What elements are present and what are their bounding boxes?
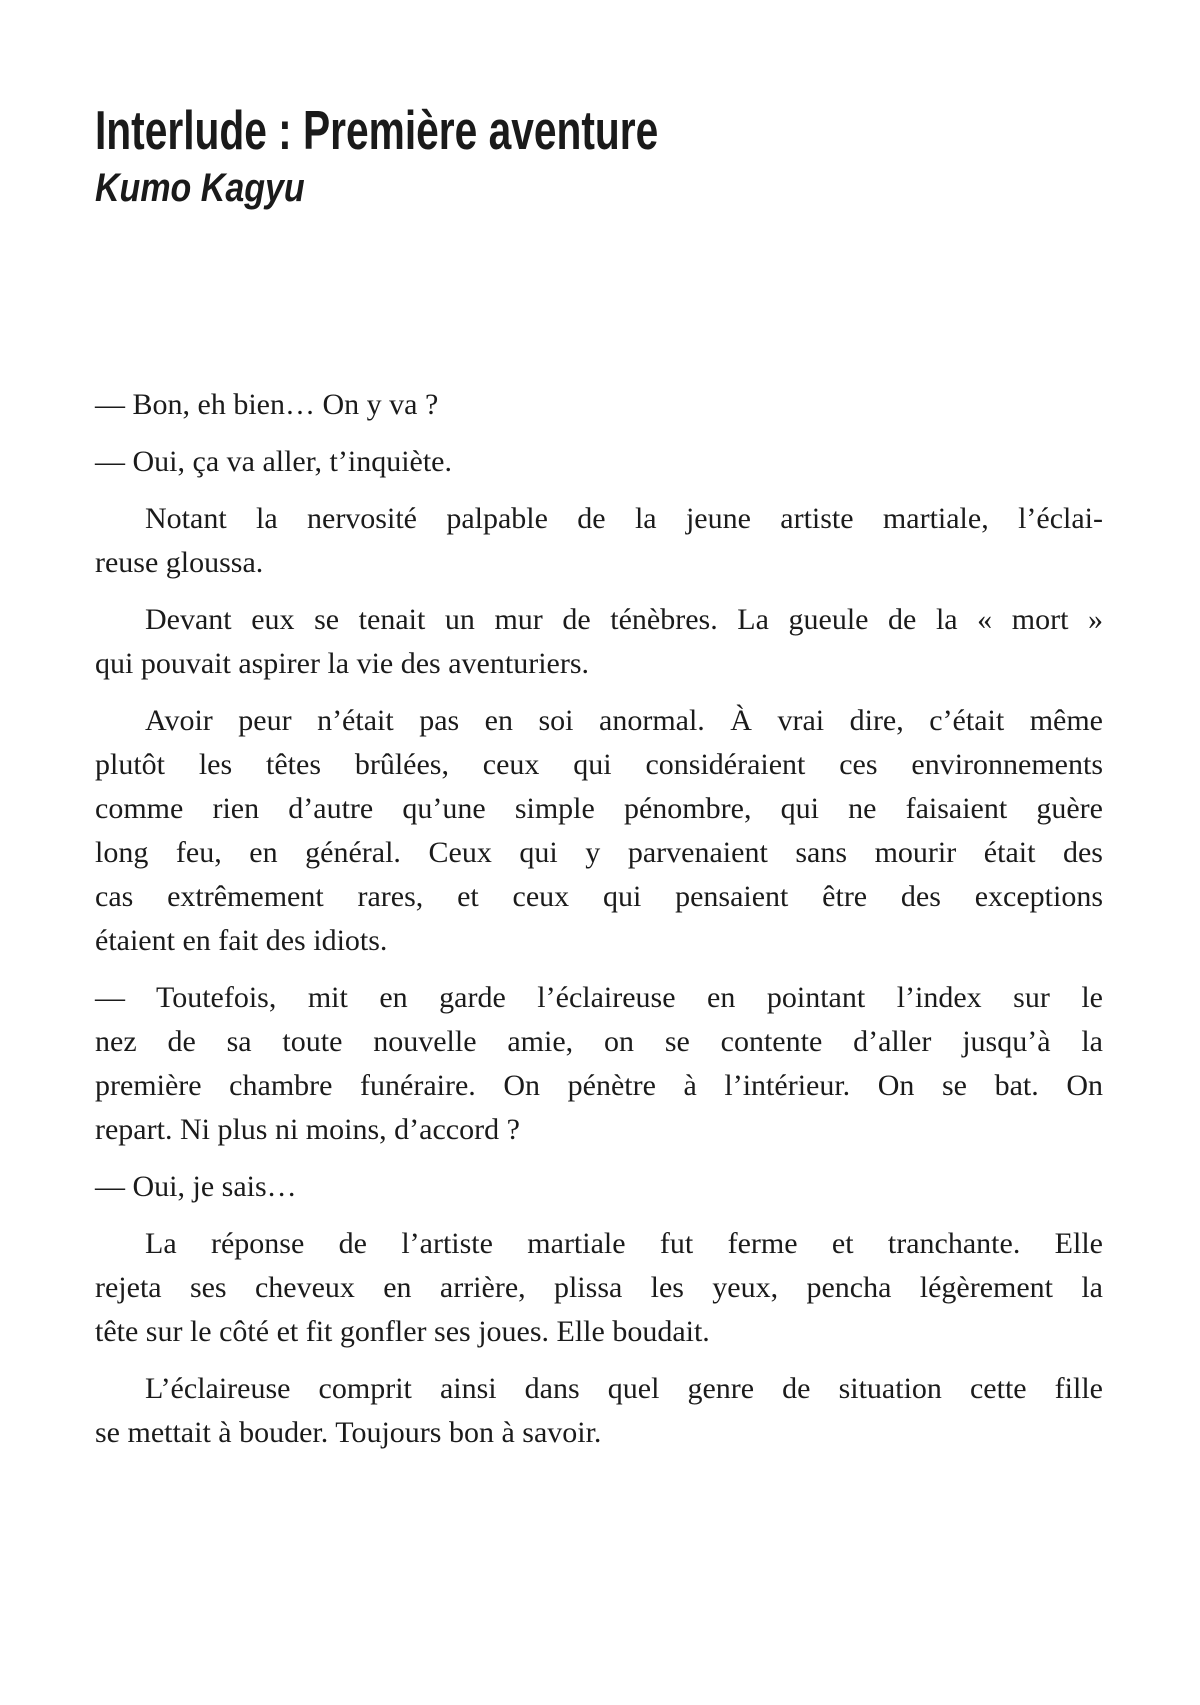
text-line: La réponse de l’artiste martiale fut ferme et tranchante. Elle (145, 1227, 1103, 1260)
paragraph (95, 440, 1103, 484)
paragraph (95, 1222, 1103, 1354)
paragraph (95, 699, 1103, 963)
text-line: qui pouvait aspirer la vie des aventuriers. (95, 647, 590, 680)
text-line: Devant eux se tenait un mur de ténèbres. La gueule de la « mort » (145, 603, 1103, 636)
paragraph (95, 1367, 1103, 1455)
text-line: Notant la nervosité palpable de la jeune artiste martiale, l’éclai- (145, 502, 1103, 535)
text-line: plutôt les têtes brûlées, ceux qui considéraient ces environnements (95, 748, 1103, 781)
text-line: rejeta ses cheveux en arrière, plissa les yeux, pencha légèrement la (95, 1271, 1103, 1304)
paragraph (95, 383, 1103, 427)
text-line: se mettait à bouder. Toujours bon à savoir. (95, 1416, 602, 1449)
paragraph (95, 1165, 1103, 1209)
text-line: repart. Ni plus ni moins, d’accord ? (95, 1113, 520, 1146)
text-line: — Toutefois, mit en garde l’éclaireuse en pointant l’index sur le (95, 981, 1103, 1014)
paragraph (95, 598, 1103, 686)
text-line: cas extrêmement rares, et ceux qui pensaient être des exceptions (95, 880, 1103, 913)
text-line: Avoir peur n’était pas en soi anormal. À vrai dire, c’était même (145, 704, 1103, 737)
text-line: — Oui, je sais… (95, 1170, 297, 1203)
text-line: L’éclaireuse comprit ainsi dans quel genre de situation cette fille (145, 1372, 1103, 1405)
text-line: nez de sa toute nouvelle amie, on se contente d’aller jusqu’à la (95, 1025, 1103, 1058)
page-body (95, 383, 1103, 1455)
text-line: tête sur le côté et fit gonfler ses joues. Elle boudait. (95, 1315, 710, 1348)
paragraph (95, 497, 1103, 585)
chapter-title: Interlude : Première aventure (95, 99, 659, 161)
text-line: long feu, en général. Ceux qui y parvenaient sans mourir était des (95, 836, 1103, 869)
text-line: reuse gloussa. (95, 546, 264, 579)
paragraph (95, 976, 1103, 1152)
text-line: comme rien d’autre qu’une simple pénombre, qui ne faisaient guère (95, 792, 1103, 825)
text-line: — Bon, eh bien… On y va ? (95, 388, 439, 421)
text-line: première chambre funéraire. On pénètre à l’intérieur. On se bat. On (95, 1069, 1103, 1102)
text-line: — Oui, ça va aller, t’inquiète. (95, 445, 452, 478)
chapter-author: Kumo Kagyu (95, 166, 305, 210)
text-line: étaient en fait des idiots. (95, 924, 388, 957)
page-content (95, 99, 1103, 1455)
